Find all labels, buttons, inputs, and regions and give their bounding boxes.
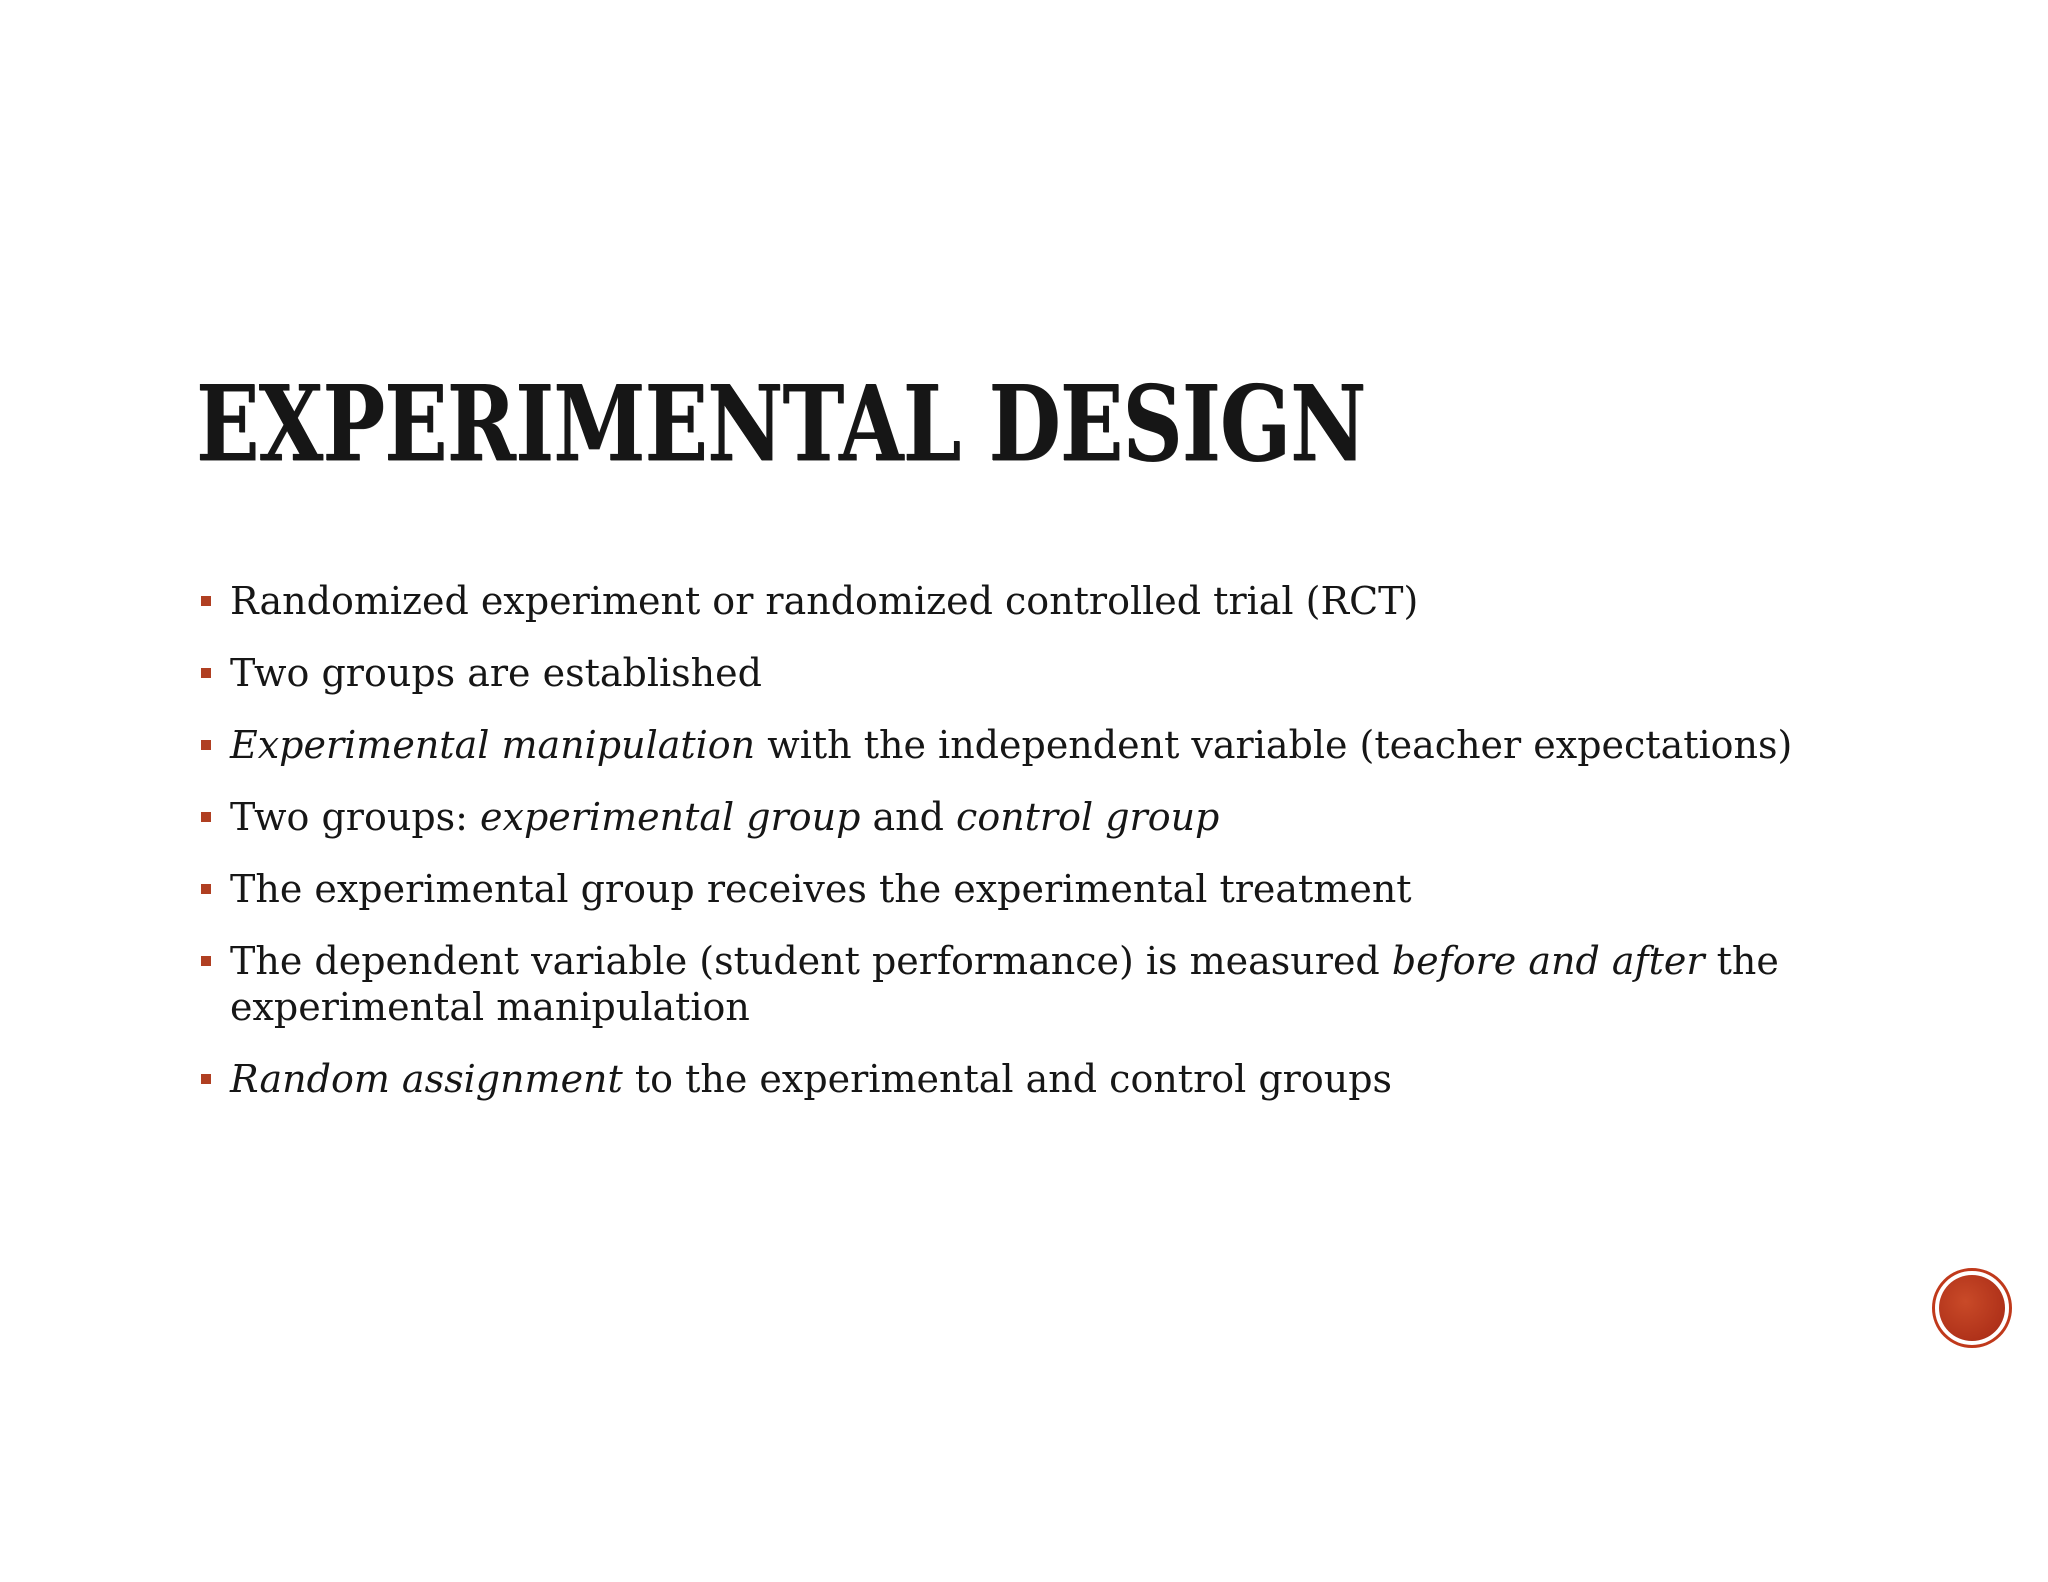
square-bullet-icon [201,956,211,966]
bullet-item [198,650,1858,696]
bullet-text: Randomized experiment or randomized controlled trial (RCT) [230,579,1419,623]
bullet-text-italic: before and after [1391,939,1705,983]
square-bullet-icon [201,740,211,750]
bullet-text: and [860,795,957,839]
bullet-list [198,578,1858,1128]
square-bullet-icon [201,1074,211,1084]
bullet-text: the experimental manipulation [230,939,1779,1029]
square-bullet-icon [201,668,211,678]
bullet-text-italic: experimental group [480,795,861,839]
bullet-text-italic: Experimental manipulation [230,723,756,767]
bullet-item [198,578,1858,624]
square-bullet-icon [201,884,211,894]
bullet-item [198,866,1858,912]
red-circle-fill [1939,1275,2005,1341]
bullet-text: with the independent variable (teacher expectations) [755,723,1793,767]
bullet-item [198,938,1858,1030]
red-circle-icon [1932,1268,2012,1348]
square-bullet-icon [201,596,211,606]
slide-title: EXPERIMENTAL DESIGN [196,362,1366,485]
bullet-text-italic: control group [956,795,1220,839]
bullet-text: Two groups: [230,795,481,839]
bullet-text: Two groups are established [230,651,762,695]
bullet-text: The dependent variable (student performance) is measured [230,939,1392,983]
bullet-text: The experimental group receives the experimental treatment [230,867,1412,911]
bullet-item [198,722,1858,768]
square-bullet-icon [201,812,211,822]
bullet-item [198,794,1858,840]
bullet-item [198,1056,1858,1102]
bullet-text: to the experimental and control groups [622,1057,1393,1101]
bullet-text-italic: Random assignment [230,1057,623,1101]
